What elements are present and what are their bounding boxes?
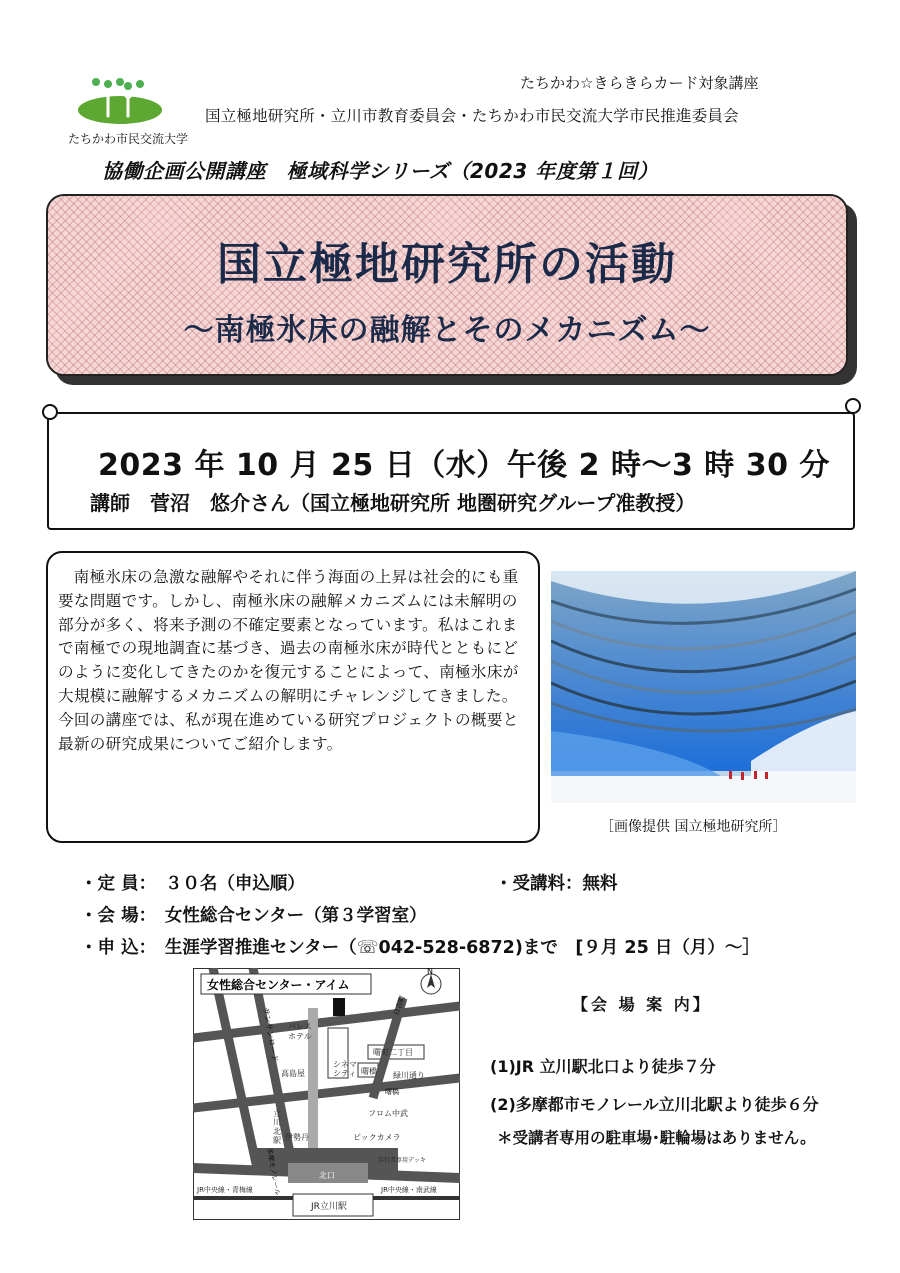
description-text: 南極氷床の急激な融解やそれに伴う海面の上昇は社会的にも重要な問題です。しかし、南極氷床の融解メカニズムには未解明の部分が多く、将来予測の不確定要素となっています。私はこれまで南極での現地調査に基づき、過去の南極氷床が時代とともにどのように変化してきたのかを復元することによって、南極氷床が大規模に融解するメカニズムの解明にチャレンジしてきました。今回の講座では、私が現在進めている研究プロジェクトの概要と最新の研究成果についてご紹介します。 (58, 568, 519, 753)
map-label-cinema: シネマ (333, 1060, 357, 1069)
map-label-furomu: フロム中武 (368, 1109, 408, 1118)
map-label-palace-hotel-2: ホテル (288, 1032, 312, 1041)
map-title: 女性総合センター・アイム (207, 978, 350, 992)
map-label-monorail: 多摩モノレール (265, 1146, 282, 1197)
map-label-tachikawa-kita-3: 北 (273, 1127, 281, 1136)
ice-sheet-photo (551, 571, 856, 803)
lecturer-line: 講師 菅沼 悠介さん（国立極地研究所 地圏研究グループ准教授） (90, 491, 696, 515)
map-label-tachikawa-kita: 立 (273, 1109, 281, 1118)
map-label-palace-hotel: パレス (288, 1022, 312, 1031)
card-target-line: たちかわ☆きらきらカード対象講座 (520, 74, 759, 92)
map-label-akebono-2: 曙橋 (385, 1088, 399, 1096)
map-label-sunsun-road: サンサンロード (261, 1006, 280, 1063)
map-label-jr-nambu: JR中央線・南武線 (381, 1186, 437, 1194)
map-label-jr-ome: JR中央線・青梅線 (197, 1186, 253, 1194)
organizers-line: 国立極地研究所・立川市教育委員会・たちかわ市民交流大学市民推進委員会 (205, 107, 739, 125)
map-label-akebono-2chome: 曙町二丁目 (373, 1048, 413, 1057)
map-label-deck: 歩行者専用デッキ (378, 1157, 426, 1164)
map-label-cinema-2: シティ (333, 1069, 357, 1078)
map-label-isetan: 伊勢丹 (285, 1133, 309, 1142)
map-label-midorikawa: 緑川通り (393, 1071, 425, 1080)
map-label-akebono: 曙橋 (361, 1067, 377, 1076)
scroll-curl-right (845, 398, 861, 414)
main-title: 国立極地研究所の活動 (217, 239, 677, 290)
scroll-curl-left (42, 404, 58, 420)
map-label-bic: ビックカメラ (353, 1133, 401, 1142)
map-label-hiyoshi: 日吉町 (392, 994, 408, 1017)
fee-info: ・受講料：無料 (495, 874, 618, 894)
map-label-tachikawa-kita-2: 川 (273, 1118, 281, 1127)
logo-caption: たちかわ市民交流大学 (67, 132, 188, 146)
access-info-1: (1)JR 立川駅北口より徒歩７分 (490, 1057, 716, 1076)
map-label-takashimaya: 高島屋 (281, 1069, 305, 1078)
application-info: ・申 込： 生涯学習推進センター（☏042-528-6872)まで [９月 25 日（月）～］ (80, 938, 760, 958)
event-date-time: 2023 年 10 月 25 日（水）午後 2 時～3 時 30 分 (98, 448, 830, 483)
capacity-info: ・定 員： ３０名（申込順） (80, 874, 305, 894)
map-label-tachikawa-kita-4: 駅 (273, 1136, 281, 1145)
access-info-2: (2)多摩都市モノレール立川北駅より徒歩６分 (490, 1095, 819, 1114)
photo-caption: ［画像提供 国立極地研究所］ (600, 819, 787, 835)
sub-title: ～南極氷床の融解とそのメカニズム～ (183, 313, 711, 348)
map-label-jr-station: JR立川駅 (311, 1202, 347, 1212)
parking-note: ＊受講者専用の駐車場･駐輪場はありません。 (497, 1129, 816, 1147)
venue-info: ・会 場： 女性総合センター（第３学習室） (80, 906, 427, 926)
series-heading: 協働企画公開講座 極域科学シリーズ（2023 年度第１回） (102, 159, 659, 183)
map-label-kitaguchi: 北口 (319, 1171, 335, 1180)
north-label: N (427, 968, 433, 976)
venue-guide-title: 【会 場 案 内】 (572, 995, 712, 1014)
venue-map (193, 968, 460, 1220)
